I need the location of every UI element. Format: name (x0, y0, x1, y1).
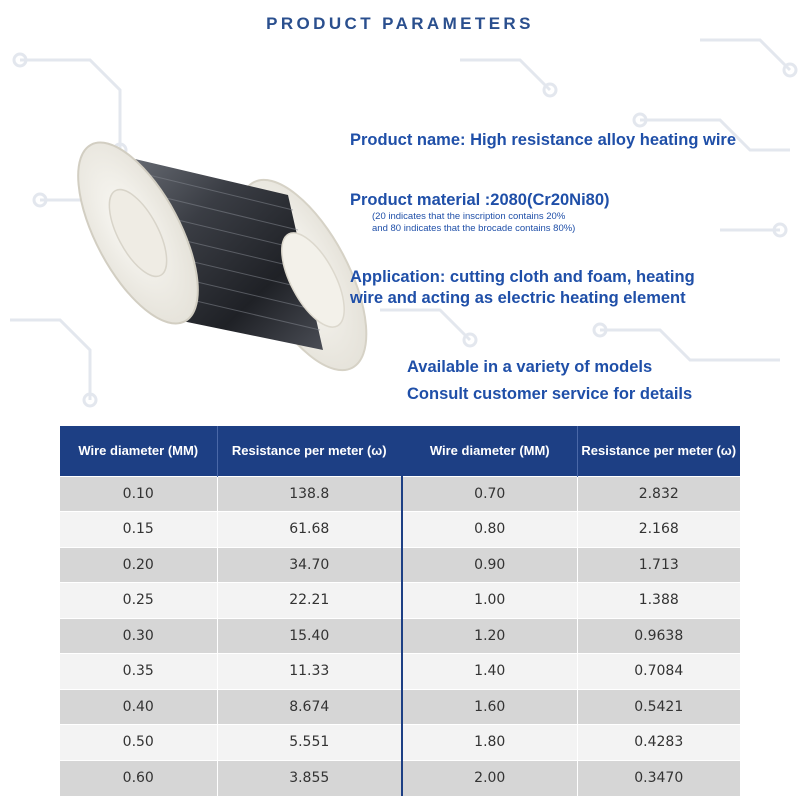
cell-resistance: 2.832 (577, 476, 740, 512)
cell-diameter: 0.90 (402, 547, 577, 583)
cell-resistance: 11.33 (217, 654, 402, 690)
cell-resistance: 5.551 (217, 725, 402, 761)
cell-diameter: 0.30 (60, 618, 217, 654)
cell-resistance: 0.4283 (577, 725, 740, 761)
table-row (60, 725, 740, 761)
table-row (60, 760, 740, 796)
product-material-block (350, 190, 610, 235)
wire-spool-image (58, 85, 368, 385)
header-resistance-2: Resistance per meter (ω) (577, 426, 740, 476)
table-row (60, 654, 740, 690)
cell-resistance: 22.21 (217, 583, 402, 619)
consult-text: Consult customer service for details (407, 385, 693, 403)
table-row (60, 476, 740, 512)
cell-resistance: 138.8 (217, 476, 402, 512)
cell-diameter: 0.25 (60, 583, 217, 619)
availability-block (407, 354, 692, 408)
table-header-row (60, 426, 740, 476)
cell-diameter: 0.15 (60, 512, 217, 548)
cell-diameter: 0.10 (60, 476, 217, 512)
parameters-table-container (60, 426, 740, 796)
cell-resistance: 0.3470 (577, 760, 740, 796)
table-row (60, 583, 740, 619)
cell-resistance: 1.388 (577, 583, 740, 619)
cell-diameter: 0.35 (60, 654, 217, 690)
cell-resistance: 2.168 (577, 512, 740, 548)
table-row (60, 547, 740, 583)
cell-resistance: 0.9638 (577, 618, 740, 654)
cell-diameter: 1.40 (402, 654, 577, 690)
cell-diameter: 1.20 (402, 618, 577, 654)
material-note-line-2: and 80 indicates that the brocade contains 80%) (372, 223, 576, 234)
material-note-line-1: (20 indicates that the inscription contains 20% (372, 211, 566, 222)
available-text: Available in a variety of models (407, 358, 653, 376)
cell-resistance: 0.5421 (577, 689, 740, 725)
page-title: PRODUCT PARAMETERS (266, 14, 534, 33)
cell-resistance: 34.70 (217, 547, 402, 583)
cell-diameter: 1.00 (402, 583, 577, 619)
cell-resistance: 61.68 (217, 512, 402, 548)
cell-diameter: 0.40 (60, 689, 217, 725)
application-line-1: Application: cutting cloth and foam, heating (350, 268, 695, 286)
cell-resistance: 0.7084 (577, 654, 740, 690)
product-name-text: Product name: High resistance alloy heating wire (350, 131, 737, 149)
header-wire-diameter-1: Wire diameter (MM) (60, 426, 217, 476)
application-line-2: wire and acting as electric heating element (350, 289, 686, 307)
product-material-text: Product material :2080(Cr20Ni80) (350, 191, 610, 209)
product-name-block (350, 130, 736, 151)
cell-resistance: 15.40 (217, 618, 402, 654)
cell-diameter: 0.20 (60, 547, 217, 583)
table-row (60, 512, 740, 548)
cell-diameter: 0.60 (60, 760, 217, 796)
cell-resistance: 8.674 (217, 689, 402, 725)
cell-diameter: 0.80 (402, 512, 577, 548)
application-block (350, 267, 750, 309)
cell-diameter: 1.60 (402, 689, 577, 725)
cell-diameter: 1.80 (402, 725, 577, 761)
table-row (60, 689, 740, 725)
header-wire-diameter-2: Wire diameter (MM) (402, 426, 577, 476)
cell-diameter: 2.00 (402, 760, 577, 796)
table-row (60, 618, 740, 654)
cell-resistance: 3.855 (217, 760, 402, 796)
header-resistance-1: Resistance per meter (ω) (217, 426, 402, 476)
cell-resistance: 1.713 (577, 547, 740, 583)
parameters-table (60, 426, 740, 796)
cell-diameter: 0.70 (402, 476, 577, 512)
cell-diameter: 0.50 (60, 725, 217, 761)
